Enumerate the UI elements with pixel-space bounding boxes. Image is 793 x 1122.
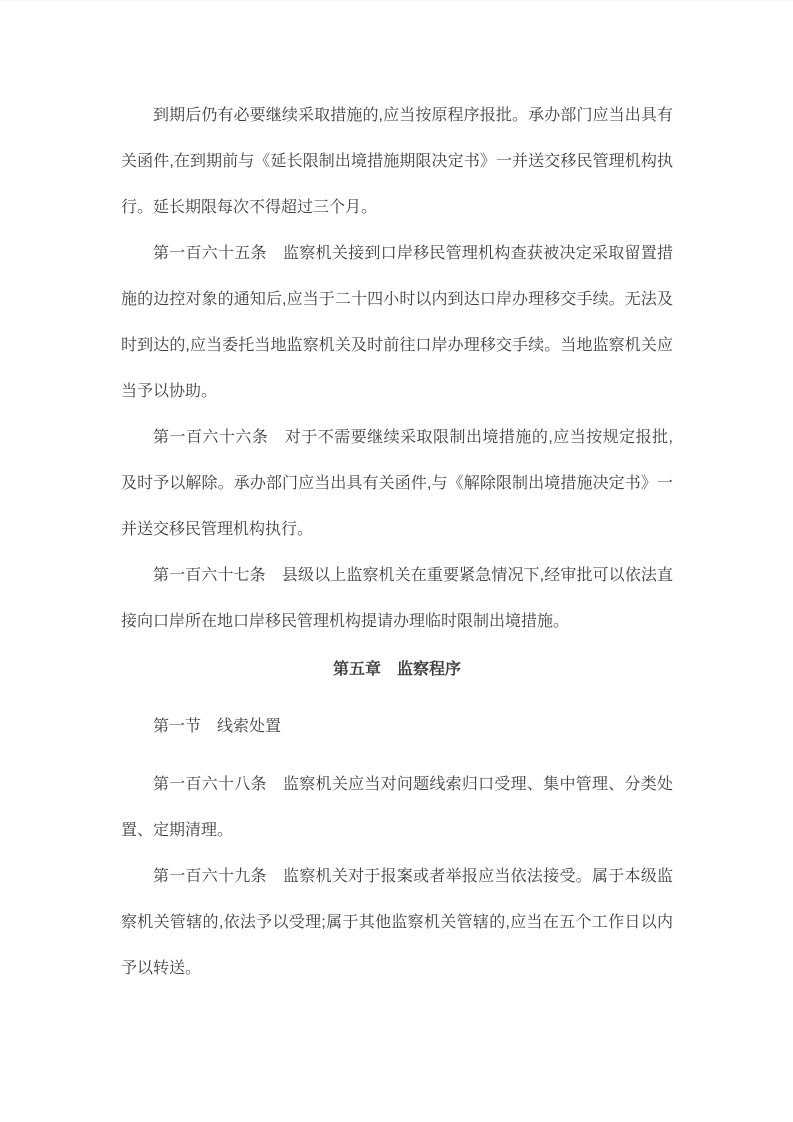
paragraph-article-168: 第一百六十八条 监察机关应当对问题线索归口受理、集中管理、分类处置、定期清理。: [121, 776, 673, 839]
section-heading: 第一节 线索处置: [153, 718, 282, 735]
paragraph-article-165: 第一百六十五条 监察机关接到口岸移民管理机构查获被决定采取留置措施的边控对象的通知后,应当于二十四小时以内到达口岸办理移交手续。无法及时到达的,应当委托当地监察机关及时前往口岸办理移交手续。当地监察机关应当予以协助。: [121, 245, 673, 400]
paragraph-article-166: 第一百六十六条 对于不需要继续采取限制出境措施的,应当按规定报批,及时予以解除。承办部门应当出具有关函件,与《解除限制出境措施决定书》一并送交移民管理机构执行。: [121, 429, 673, 538]
paragraph-article-169: 第一百六十九条 监察机关对于报案或者举报应当依法接受。属于本级监察机关管辖的,依法予以受理;属于其他监察机关管辖的,应当在五个工作日以内予以转送。: [121, 868, 673, 977]
paragraph-article-167: 第一百六十七条 县级以上监察机关在重要紧急情况下,经审批可以依法直接向口岸所在地口岸移民管理机构提请办理临时限制出境措施。: [121, 567, 673, 630]
paragraph-continuation: 到期后仍有必要继续采取措施的,应当按原程序报批。承办部门应当出具有关函件,在到期前与《延长限制出境措施期限决定书》一并送交移民管理机构执行。延长期限每次不得超过三个月。: [121, 107, 673, 216]
chapter-heading: 第五章 监察程序: [332, 661, 461, 678]
